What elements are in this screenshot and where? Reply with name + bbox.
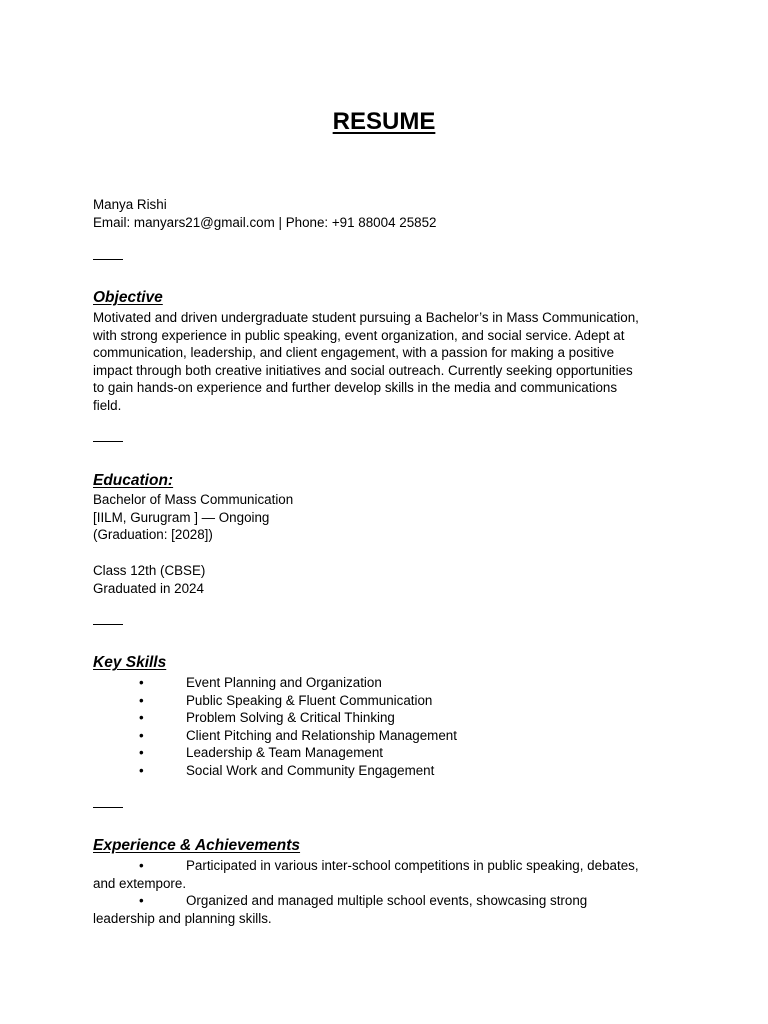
skill-label: Public Speaking & Fluent Communication bbox=[186, 692, 433, 708]
bullet-icon: • bbox=[139, 762, 144, 778]
skill-label: Social Work and Community Engagement bbox=[186, 762, 435, 778]
objective-line: impact through both creative initiatives and social outreach. Currently seeking opportunities bbox=[93, 362, 633, 378]
skill-item bbox=[93, 727, 678, 745]
bullet-icon: • bbox=[139, 858, 144, 873]
experience-item bbox=[93, 857, 678, 892]
experience-line: leadership and planning skills. bbox=[93, 910, 272, 926]
candidate-name: Manya Rishi bbox=[93, 197, 167, 212]
experience-list bbox=[93, 857, 678, 927]
education-heading: Education: bbox=[93, 472, 174, 489]
experience-line: and extempore. bbox=[93, 875, 187, 891]
objective-line: communication, leadership, and client engagement, with a passion for making a positive bbox=[93, 345, 615, 360]
skill-item bbox=[93, 692, 678, 710]
objective-line: to gain hands-on experience and further develop skills in the media and communications bbox=[93, 380, 618, 395]
experience-heading: Experience & Achievements bbox=[93, 837, 301, 854]
skill-label: Problem Solving & Critical Thinking bbox=[186, 710, 395, 725]
skills-list bbox=[93, 674, 678, 779]
education-line: Graduated in 2024 bbox=[93, 580, 204, 596]
skill-item bbox=[93, 744, 678, 762]
objective-heading: Objective bbox=[93, 289, 163, 306]
bullet-icon: • bbox=[139, 727, 144, 743]
objective-line: with strong experience in public speaking, event organization, and social service. Adept at bbox=[93, 327, 625, 343]
contact-email-phone: Email: manyars21@gmail.com | Phone: +91 88004 25852 bbox=[93, 214, 437, 230]
skill-item bbox=[93, 762, 678, 780]
education-line: (Graduation: [2028]) bbox=[93, 527, 213, 542]
education-line: Class 12th (CBSE) bbox=[93, 563, 206, 578]
education-line: [IILM, Gurugram ] — Ongoing bbox=[93, 509, 270, 525]
objective-paragraph bbox=[93, 309, 678, 414]
section-divider bbox=[93, 259, 123, 260]
skill-label: Leadership & Team Management bbox=[186, 745, 384, 760]
bullet-icon: • bbox=[139, 692, 144, 708]
education-entry-degree bbox=[93, 491, 678, 544]
objective-line: field. bbox=[93, 397, 122, 413]
experience-line: Participated in various inter-school competitions in public speaking, debates, bbox=[186, 858, 639, 873]
section-divider bbox=[93, 624, 123, 625]
skill-label: Client Pitching and Relationship Management bbox=[186, 727, 457, 743]
bullet-icon: • bbox=[139, 710, 144, 725]
experience-line: Organized and managed multiple school events, showcasing strong bbox=[186, 893, 588, 908]
bullet-icon: • bbox=[139, 893, 144, 908]
skill-item bbox=[93, 674, 678, 692]
section-divider bbox=[93, 807, 123, 808]
bullet-icon: • bbox=[139, 745, 144, 760]
education-line: Bachelor of Mass Communication bbox=[93, 492, 294, 507]
resume-title: RESUME bbox=[332, 108, 436, 135]
skill-item bbox=[93, 709, 678, 727]
objective-line: Motivated and driven undergraduate student pursuing a Bachelor’s in Mass Communication, bbox=[93, 310, 639, 325]
skills-heading: Key Skills bbox=[93, 654, 167, 671]
section-divider bbox=[93, 441, 123, 442]
contact-block bbox=[93, 196, 678, 231]
experience-item bbox=[93, 892, 678, 927]
skill-label: Event Planning and Organization bbox=[186, 675, 382, 690]
bullet-icon: • bbox=[139, 675, 144, 690]
education-entry-school bbox=[93, 562, 678, 597]
